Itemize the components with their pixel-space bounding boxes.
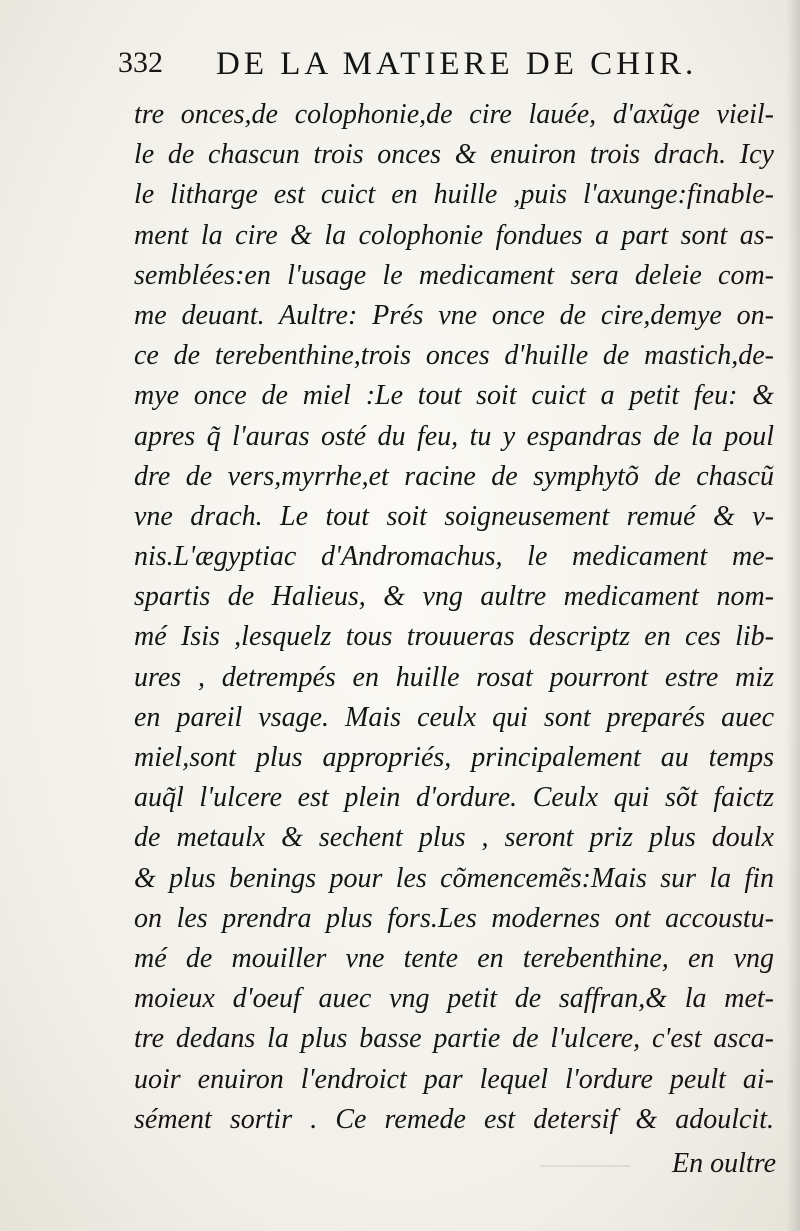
- text-line: spartis de Halieus, & vng aultre medicament nom-: [134, 581, 774, 613]
- text-line: miel,sont plus appropriés, principalement au temps: [134, 742, 774, 773]
- text-line: tre dedans la plus basse partie de l'ulcere, c'est asca-: [134, 1023, 774, 1055]
- page-number: 332: [118, 46, 163, 79]
- text-line: & plus benings pour les cõmencemẽs:Mais sur la fin: [134, 862, 774, 894]
- text-line: mye once de miel :Le tout soit cuict a petit feu: &: [134, 380, 774, 412]
- text-line: on les prendra plus fors.Les modernes ont accoustu-: [134, 902, 774, 934]
- text-line: sément sortir . Ce remede est detersif & adoulcit.: [134, 1103, 774, 1135]
- page-edge-shadow: [786, 0, 800, 1231]
- text-line: moieux d'oeuf auec vng petit de saffran,& la met-: [134, 983, 774, 1015]
- bleed-through-mark: [540, 1165, 630, 1167]
- page-header: [118, 46, 778, 92]
- text-line: dre de vers,myrrhe,et racine de symphytõ de chascũ: [134, 460, 774, 492]
- text-line: semblées:en l'usage le medicament sera deleie com-: [134, 259, 774, 291]
- text-line: uoir enuiron l'endroict par lequel l'ordure peult ai-: [134, 1063, 774, 1095]
- text-line: de metaulx & sechent plus , seront priz plus doulx: [134, 822, 774, 854]
- text-line: ures , detrempés en huille rosat pourront estre miz: [134, 661, 774, 693]
- text-line: auq̃l l'ulcere est plein d'ordure. Ceulx qui sõt faictz: [134, 782, 774, 814]
- text-line: mé de mouiller vne tente en terebenthine, en vng: [134, 942, 774, 974]
- text-line: ce de terebenthine,trois onces d'huille de mastich,de-: [134, 340, 774, 372]
- text-line: mé Isis ,lesquelz tous trouueras descriptz en ces lib-: [134, 621, 774, 653]
- text-line: en pareil vsage. Mais ceulx qui sont preparés auec: [134, 701, 774, 733]
- running-head: DE LA MATIERE DE CHIR.: [216, 46, 698, 82]
- text-line: vne drach. Le tout soit soigneusement remué & v-: [134, 500, 774, 532]
- text-line: le de chascun trois onces & enuiron trois drach. Icy: [134, 139, 774, 171]
- text-line: apres q̃ l'auras osté du feu, tu y espandras de la poul: [134, 420, 774, 452]
- catchword: En oultre: [672, 1148, 776, 1179]
- body-text: [134, 95, 774, 1140]
- text-line: me deuant. Aultre: Prés vne once de cire,demye on-: [134, 299, 774, 331]
- text-line: ment la cire & la colophonie fondues a part sont as-: [134, 219, 774, 251]
- text-line: le litharge est cuict en huille ,puis l'axunge:finable-: [134, 179, 774, 211]
- text-line: tre onces,de colophonie,de cire lauée, d'axũge vieil-: [134, 99, 774, 130]
- text-line: nis.L'ægyptiac d'Andromachus, le medicament me-: [134, 541, 774, 573]
